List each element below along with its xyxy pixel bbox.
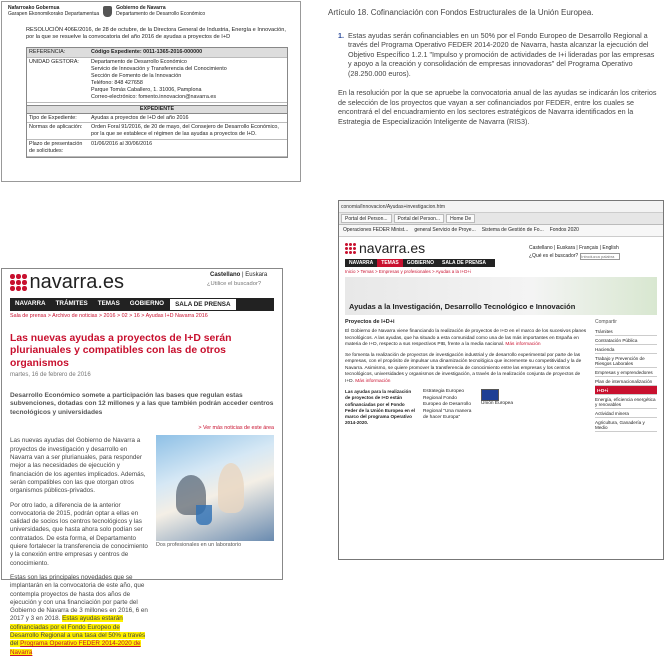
news-title: Las nuevas ayudas a proyectos de I+D serán plurianuales y compatibles con las de otros organismos: [10, 333, 232, 369]
search-hint[interactable]: ¿Utilice el buscador?: [207, 281, 262, 287]
sidebar-item[interactable]: Trámites: [595, 327, 657, 336]
table-row: REFERENCIA: Código Expediente: 0011-1365-2016-000000: [27, 48, 287, 58]
news-page: [1, 268, 283, 656]
resolution-document: [1, 1, 301, 182]
language-switcher[interactable]: Castellano | Euskara | Français | English: [529, 245, 619, 251]
bookmark-link[interactable]: general Servicio de Proye...: [414, 227, 476, 233]
news-date: martes, 16 de febrero de 2016: [10, 371, 91, 378]
browser-tab[interactable]: Portal del Person...: [394, 214, 445, 223]
expediente-table: [26, 47, 288, 158]
bookmark-link[interactable]: Sistema de Gestión de Fo...: [481, 227, 544, 233]
bookmark-link[interactable]: Operaciones FEDER Minist...: [343, 227, 409, 233]
sidebar-item[interactable]: Contratación Pública: [595, 336, 657, 345]
article-list: [338, 31, 658, 79]
coat-of-arms-icon: [103, 6, 112, 17]
more-news-link[interactable]: > Ver más noticias de este área: [198, 425, 274, 432]
nav-item[interactable]: TEMAS: [377, 259, 403, 267]
photo-caption: Dos profesionales en un laboratorio: [156, 542, 242, 549]
site-content: [339, 237, 663, 435]
browser-tab[interactable]: Home De: [446, 214, 475, 223]
nav-item[interactable]: NAVARRA: [15, 300, 46, 307]
tab-bar: [339, 213, 663, 225]
sidebar-item[interactable]: Empresas y emprendedores: [595, 368, 657, 377]
lab-photo: [156, 435, 274, 541]
org-right-name: Gobierno de Navarra: [116, 5, 166, 11]
page-banner: Ayudas a la Investigación, Desarrollo Tecnológico e Innovación: [345, 277, 657, 315]
sidebar-item[interactable]: Trabajo y Prevención de Riesgos Laborales: [595, 354, 657, 368]
search-input[interactable]: [580, 253, 620, 260]
sidebar-item[interactable]: Actividad minera: [595, 409, 657, 418]
site-search: ¿Qué es el buscador? Introduzca palabra: [529, 253, 620, 260]
more-info-link[interactable]: Más información: [505, 342, 541, 348]
breadcrumb[interactable]: Inicio > Temas > Empresas y profesionales > Ayudas a la I+D+i: [345, 269, 472, 274]
sidebar-item[interactable]: Hacienda: [595, 345, 657, 354]
site-logo[interactable]: navarra.es: [345, 240, 657, 256]
section-heading: Proyectos de I+D+i: [345, 319, 395, 325]
logo-dots-icon: [345, 243, 356, 254]
section-heading: EXPEDIENTE: [27, 105, 287, 114]
bookmark-link[interactable]: Fondos 2020: [549, 227, 579, 233]
table-row: Tipo de Expediente: Ayudas a proyectos de I+D del año 2016: [27, 114, 287, 124]
table-row: UNIDAD GESTORA: Departamento de Desarrollo Económico Servicio de Innovación y Transferencia del Conocimiento Sección de Fomento de la Innovación Teléfono: 848 427658 Parque Tomás Caballero, 1. 31006, Pamplona Correo-electrónico: fomento.innovacion@navarra.es: [27, 58, 287, 102]
news-body: Las nuevas ayudas del Gobierno de Navarra a proyectos de investigación y desarrollo en Navarra van a ser plurianuales, para responder mejor a las necesidades de ejecución y financiación de los agentes implicados. Además, serán compatibles con las que otorgan otros organismos públicos-privados. Por otro lado, a diferencia de la anterior convocatoria de 2015, podrán optar a ellas en calidad de socios los centros tecnológicos y las universidades, que hasta ahora solo podían ser contratados. De esta forma, el Departamento quiere fortalecer la transferencia de conocimiento y la conexión entre empresas y centros de conocimiento. Estas son las principales novedades que se implantarán en la convocatoria de este año, que contempla proyectos de hasta dos años de ejecución y con una financiación por parte del Gobierno de Navarra de 3 millones en 2016, 6 en 2017 y 3 en 2018. Estas ayudas estarán cofinanciadas por el Fondo Europeo de Desarrollo Regional a una tasa del 50% a través del Programa Operativo FEDER 2014-2020 de Navarra: [10, 437, 148, 656]
document-header: [8, 6, 294, 17]
article-excerpt: [328, 8, 658, 126]
org-left-sub: Garapen Ekonomikorako Departamentua: [8, 10, 100, 17]
sidebar-item[interactable]: Plan de internacionalización: [595, 377, 657, 386]
table-row: Plazo de presentación de solicitudes: 01/06/2016 al 30/06/2016: [27, 140, 287, 157]
breadcrumb[interactable]: Sala de prensa > Archivo de noticias > 2016 > 02 > 16 > Ayudas I+D Navarra 2016: [10, 313, 208, 319]
feder-program-link[interactable]: Programa Operativo FEDER 2014-2020 de Navarra: [10, 640, 141, 656]
bookmarks-bar: [339, 225, 663, 237]
main-nav: [10, 298, 274, 311]
browser-window: [338, 200, 664, 560]
nav-item[interactable]: GOBIERNO: [406, 260, 434, 266]
list-item: 1. Estas ayudas serán cofinanciables en un 50% por el Fondo Europeo de Desarrollo Regional a través del Programa Operativo FEDER 2014-2020 de Navarra, hasta alcanzar la ejecución del Objetivo Específico 1.2.1 "Impulso y promoción de actividades de I+i lideradas por las empresas y apoyo a la creación y consolidación de empresas innovadoras" del Programa Operativo (28.250.000 euros).: [338, 30, 655, 78]
site-logo[interactable]: navarra.es: [10, 271, 274, 294]
resolution-text: RESOLUCIÓN 406E/2016, de 28 de octubre, de la Directora General de Industria, Energía e Innovación, por la que se resuelve la convocatoria del año 2016 de ayudas a proyectos de I+D: [26, 27, 286, 41]
nav-item[interactable]: TRÁMITES: [55, 300, 88, 307]
main-content: Proyectos de I+D+i El Gobierno de Navarra viene financiando la realización de proyectos de I+D en el marco de los sucesivos planes tecnológicos. A las ayudas, que ha situado a esta comunidad como una de las más importantes en España en materia de I+D, respecto a sus respectivos PIB, frente a la media nacional. Más información Se fomenta la realización de proyectos de investigación industrial y de desarrollo experimental por parte de las empresas, con el propósito de impulsar una dinamización tecnológica que incremente su competitividad y la de Navarra. Asimismo, se quiere promover la transferencia de conocimiento entre las empresas y los centros tecnológicos, universidades y organismos de investigación, a través de la realización conjunta de proyectos de I+D. Más información Las ayudas para la realización de proyectos de I+D están cofinanciadas por el Fondo Feder de la Unión Europea en el marco del programa Operativo 2014-2020. Estrategia Europeo Regional Fondo Europeo de Desarrollo Regional "Una manera de hacer Europa" Unión Europea: [345, 319, 589, 432]
nav-item[interactable]: SALA DE PRENSA: [442, 260, 486, 266]
sidebar: Compartir Trámites Contratación Pública Hacienda Trabajo y Prevención de Riesgos Laborales Empresas y emprendedores Plan de internacionalización I+D+i Energía, eficiencia energética y renovables Actividad minera Agricultura, Ganadería y Medio: [595, 319, 657, 432]
sidebar-item[interactable]: Agricultura, Ganadería y Medio: [595, 418, 657, 432]
sidebar-item[interactable]: Energía, eficiencia energética y renovables: [595, 395, 657, 409]
table-row: Normas de aplicación: Orden Foral 91/2016, de 20 de mayo, del Consejero de Desarrollo Económico, por la que se establece el régimen de las ayudas a proyectos de I+D.: [27, 123, 287, 140]
article-paragraph: En la resolución por la que se apruebe la convocatoria anual de las ayudas se indicarán los criterios de selección de los proyectos que vayan a ser cofinanciados por FEDER, entre los cuales se encontrará el del encuadramiento en los sectores estratégicos de Navarra identificados en la Estrategia de Especialización Inteligente de Navarra (RIS3).: [338, 88, 657, 126]
nav-item[interactable]: NAVARRA: [349, 260, 374, 266]
address-bar[interactable]: conomia/Innovacion/Ayudas+investigacion.htm: [339, 201, 663, 213]
nav-item[interactable]: TEMAS: [97, 300, 120, 307]
main-nav: [345, 259, 495, 267]
browser-tab[interactable]: Portal del Person...: [341, 214, 392, 223]
logo-dots-icon: [10, 274, 27, 291]
org-left-name: Nafarroako Gobernua: [8, 5, 60, 11]
language-switcher: Castellano | Euskara: [210, 272, 268, 278]
more-info-link[interactable]: Más información: [355, 378, 391, 384]
nav-item[interactable]: GOBIERNO: [129, 300, 165, 307]
highlighted-text: Estas ayudas estarán cofinanciadas por el Fondo Europeo de Desarrollo Regional a una tasa del 50% a través del Programa Operativo FEDER 2014-2020 de Navarra: [10, 615, 146, 656]
org-right-sub: Departamento de Desarrollo Económico: [116, 10, 206, 17]
feder-box: Las ayudas para la realización de proyectos de I+D están cofinanciadas por el Fondo Feder de la Unión Europea en el marco del programa Operativo 2014-2020. Estrategia Europeo Regional Fondo Europeo de Desarrollo Regional "Una manera de hacer Europa" Unión Europea: [345, 389, 514, 426]
news-lead: Desarrollo Económico somete a participación las bases que regulan estas subvenciones, dotadas con 12 millones y a las que también podrán acceder centros tecnológicos y universidades: [10, 391, 274, 416]
sidebar-item-active[interactable]: I+D+i: [595, 386, 657, 395]
eu-flag-icon: [481, 389, 499, 401]
article-title: Artículo 18. Cofinanciación con Fondos Estructurales de la Unión Europea.: [328, 8, 594, 17]
nav-item[interactable]: SALA DE PRENSA: [169, 298, 236, 311]
